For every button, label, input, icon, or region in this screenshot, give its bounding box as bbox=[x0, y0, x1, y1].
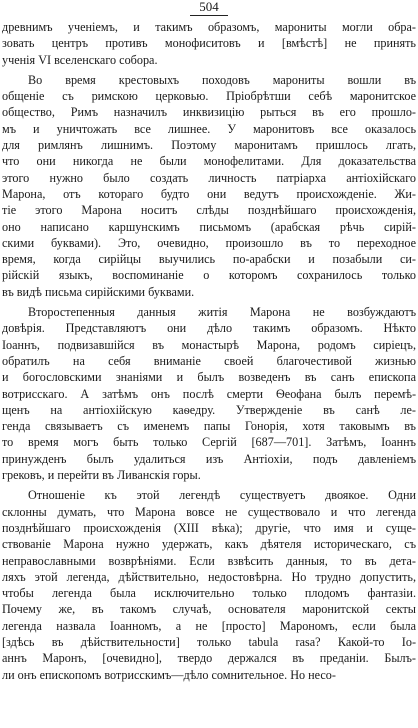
text-line: ли онъ епископомъ вотрисскимъ—дѣло сомнительное. Но несо- bbox=[2, 667, 336, 682]
text-line: общеніе съ римскою церковью. Пріобрѣтши себѣ маронитское bbox=[2, 89, 416, 104]
text-line: генда связываетъ съ именемъ папы Гонорія, хотя таковымъ въ bbox=[2, 419, 416, 434]
text-line: время, когда сирійцы выучились по-арабски и позабыли си- bbox=[2, 252, 416, 267]
paragraph bbox=[2, 304, 416, 483]
text-line: щенъ на антіохійскую каѳедру. Утвержденіе въ санѣ ле- bbox=[2, 402, 416, 417]
text-line: грековъ, и перейти въ Ливанскія горы. bbox=[2, 468, 201, 483]
page-number: 504 bbox=[199, 0, 219, 14]
page-number-rule bbox=[190, 15, 228, 16]
text-line: неправославными возврѣніями. Если взвѣсить данныя, то въ дета- bbox=[2, 553, 416, 568]
text-line: общество, Римъ назначилъ инквизицію рыться въ его прошло- bbox=[2, 105, 416, 120]
body-text bbox=[2, 19, 416, 683]
text-line: Марона, отъ котораго будто они ведутъ происхожденіе. Жи- bbox=[2, 186, 416, 201]
text-line: вотрисскаго. А затѣмъ онъ послѣ смерти Ѳеофана былъ перемѣ- bbox=[2, 386, 416, 401]
text-line: мъ и уничтожать все лишнее. У маронитовъ все оказалось bbox=[2, 121, 416, 136]
text-line: что они никогда не были монофелитами. Для доказательства bbox=[2, 154, 416, 169]
text-line: этого нужно было создать личность патріарха антіохійскаго bbox=[2, 170, 416, 185]
text-line: Отношеніе къ этой легендѣ существуетъ двоякое. Одни bbox=[28, 488, 416, 503]
text-line: зовать центръ противъ монофиситовъ и [вмѣстѣ] не принять bbox=[2, 36, 416, 51]
text-line: оно написано каршунскимъ письмомъ (арабская рѣчь сирій- bbox=[2, 219, 416, 234]
text-line: склонны думать, что Марона вовсе не существовало и что легенда bbox=[2, 504, 416, 519]
text-line: чтобы легенда была исключительно только плодомъ фантазіи. bbox=[2, 586, 416, 601]
text-line: то время могъ быть только Сергій [687—701]. Затѣмъ, Іоаннъ bbox=[2, 435, 416, 450]
text-line: ученія VI вселенскаго собора. bbox=[2, 52, 158, 67]
text-line: принужденъ былъ удалиться изъ Антіохіи, подъ давленіемъ bbox=[2, 451, 416, 466]
text-line: довѣрія. Представляютъ они дѣло такимъ образомъ. Нѣкто bbox=[2, 321, 416, 336]
text-line: [здѣсь въ дѣйствительности] только tabula rasa? Какой-то Іо- bbox=[2, 634, 416, 649]
text-line: ствованіе Марона нужно удержать, какъ дѣятеля историческаго, съ bbox=[2, 537, 416, 552]
text-line: для римлянъ лишнимъ. Поэтому маронитамъ пришлось лгать, bbox=[2, 138, 416, 153]
text-line: аннъ Маронъ, [очевидно], твердо держался въ преданіи. Былъ- bbox=[2, 651, 416, 666]
text-line: легенда назвала Іоанномъ, а не [просто] Марономъ, если была bbox=[2, 618, 416, 633]
text-line: позднѣйшаго происхожденія (XIII вѣка); другіе, что имя и суще- bbox=[2, 520, 416, 535]
text-line: ляхъ этой легенда, дѣйствительно, недостовѣрна. Но трудно допустить, bbox=[2, 569, 416, 584]
text-line: Второстепенныя данныя житія Марона не возбуждаютъ bbox=[28, 305, 416, 320]
text-line: Во время крестовыхъ походовъ марониты вошли въ bbox=[28, 72, 416, 87]
paragraph bbox=[2, 19, 416, 68]
paragraph bbox=[2, 487, 416, 683]
text-line: рійскій языкъ, воспоминаніе о которомъ сохранилось только bbox=[2, 268, 416, 283]
text-line: обратилъ на себя вниманіе своей благочестивой жизнью bbox=[2, 353, 416, 368]
text-line: и богословскими знаніями и былъ возведенъ въ санъ епископа bbox=[2, 370, 416, 385]
text-line: тіе этого Марона носитъ слѣды позднѣйшаго происхожденія, bbox=[2, 203, 416, 218]
text-line: въ видѣ письма сирійскими буквами. bbox=[2, 284, 195, 299]
text-line: скими буквами). Это, очевидно, произошло въ то переходное bbox=[2, 235, 416, 250]
paragraph bbox=[2, 72, 416, 300]
text-line: древнимъ ученіемъ, и такимъ образомъ, марониты могли обра- bbox=[2, 20, 416, 34]
text-line: Почему же, въ такомъ случаѣ, основателя маронитской секты bbox=[2, 602, 416, 617]
text-line: Іоаннъ, подвизавшійся въ монастырѣ Марона, родомъ сиріецъ, bbox=[2, 337, 416, 352]
